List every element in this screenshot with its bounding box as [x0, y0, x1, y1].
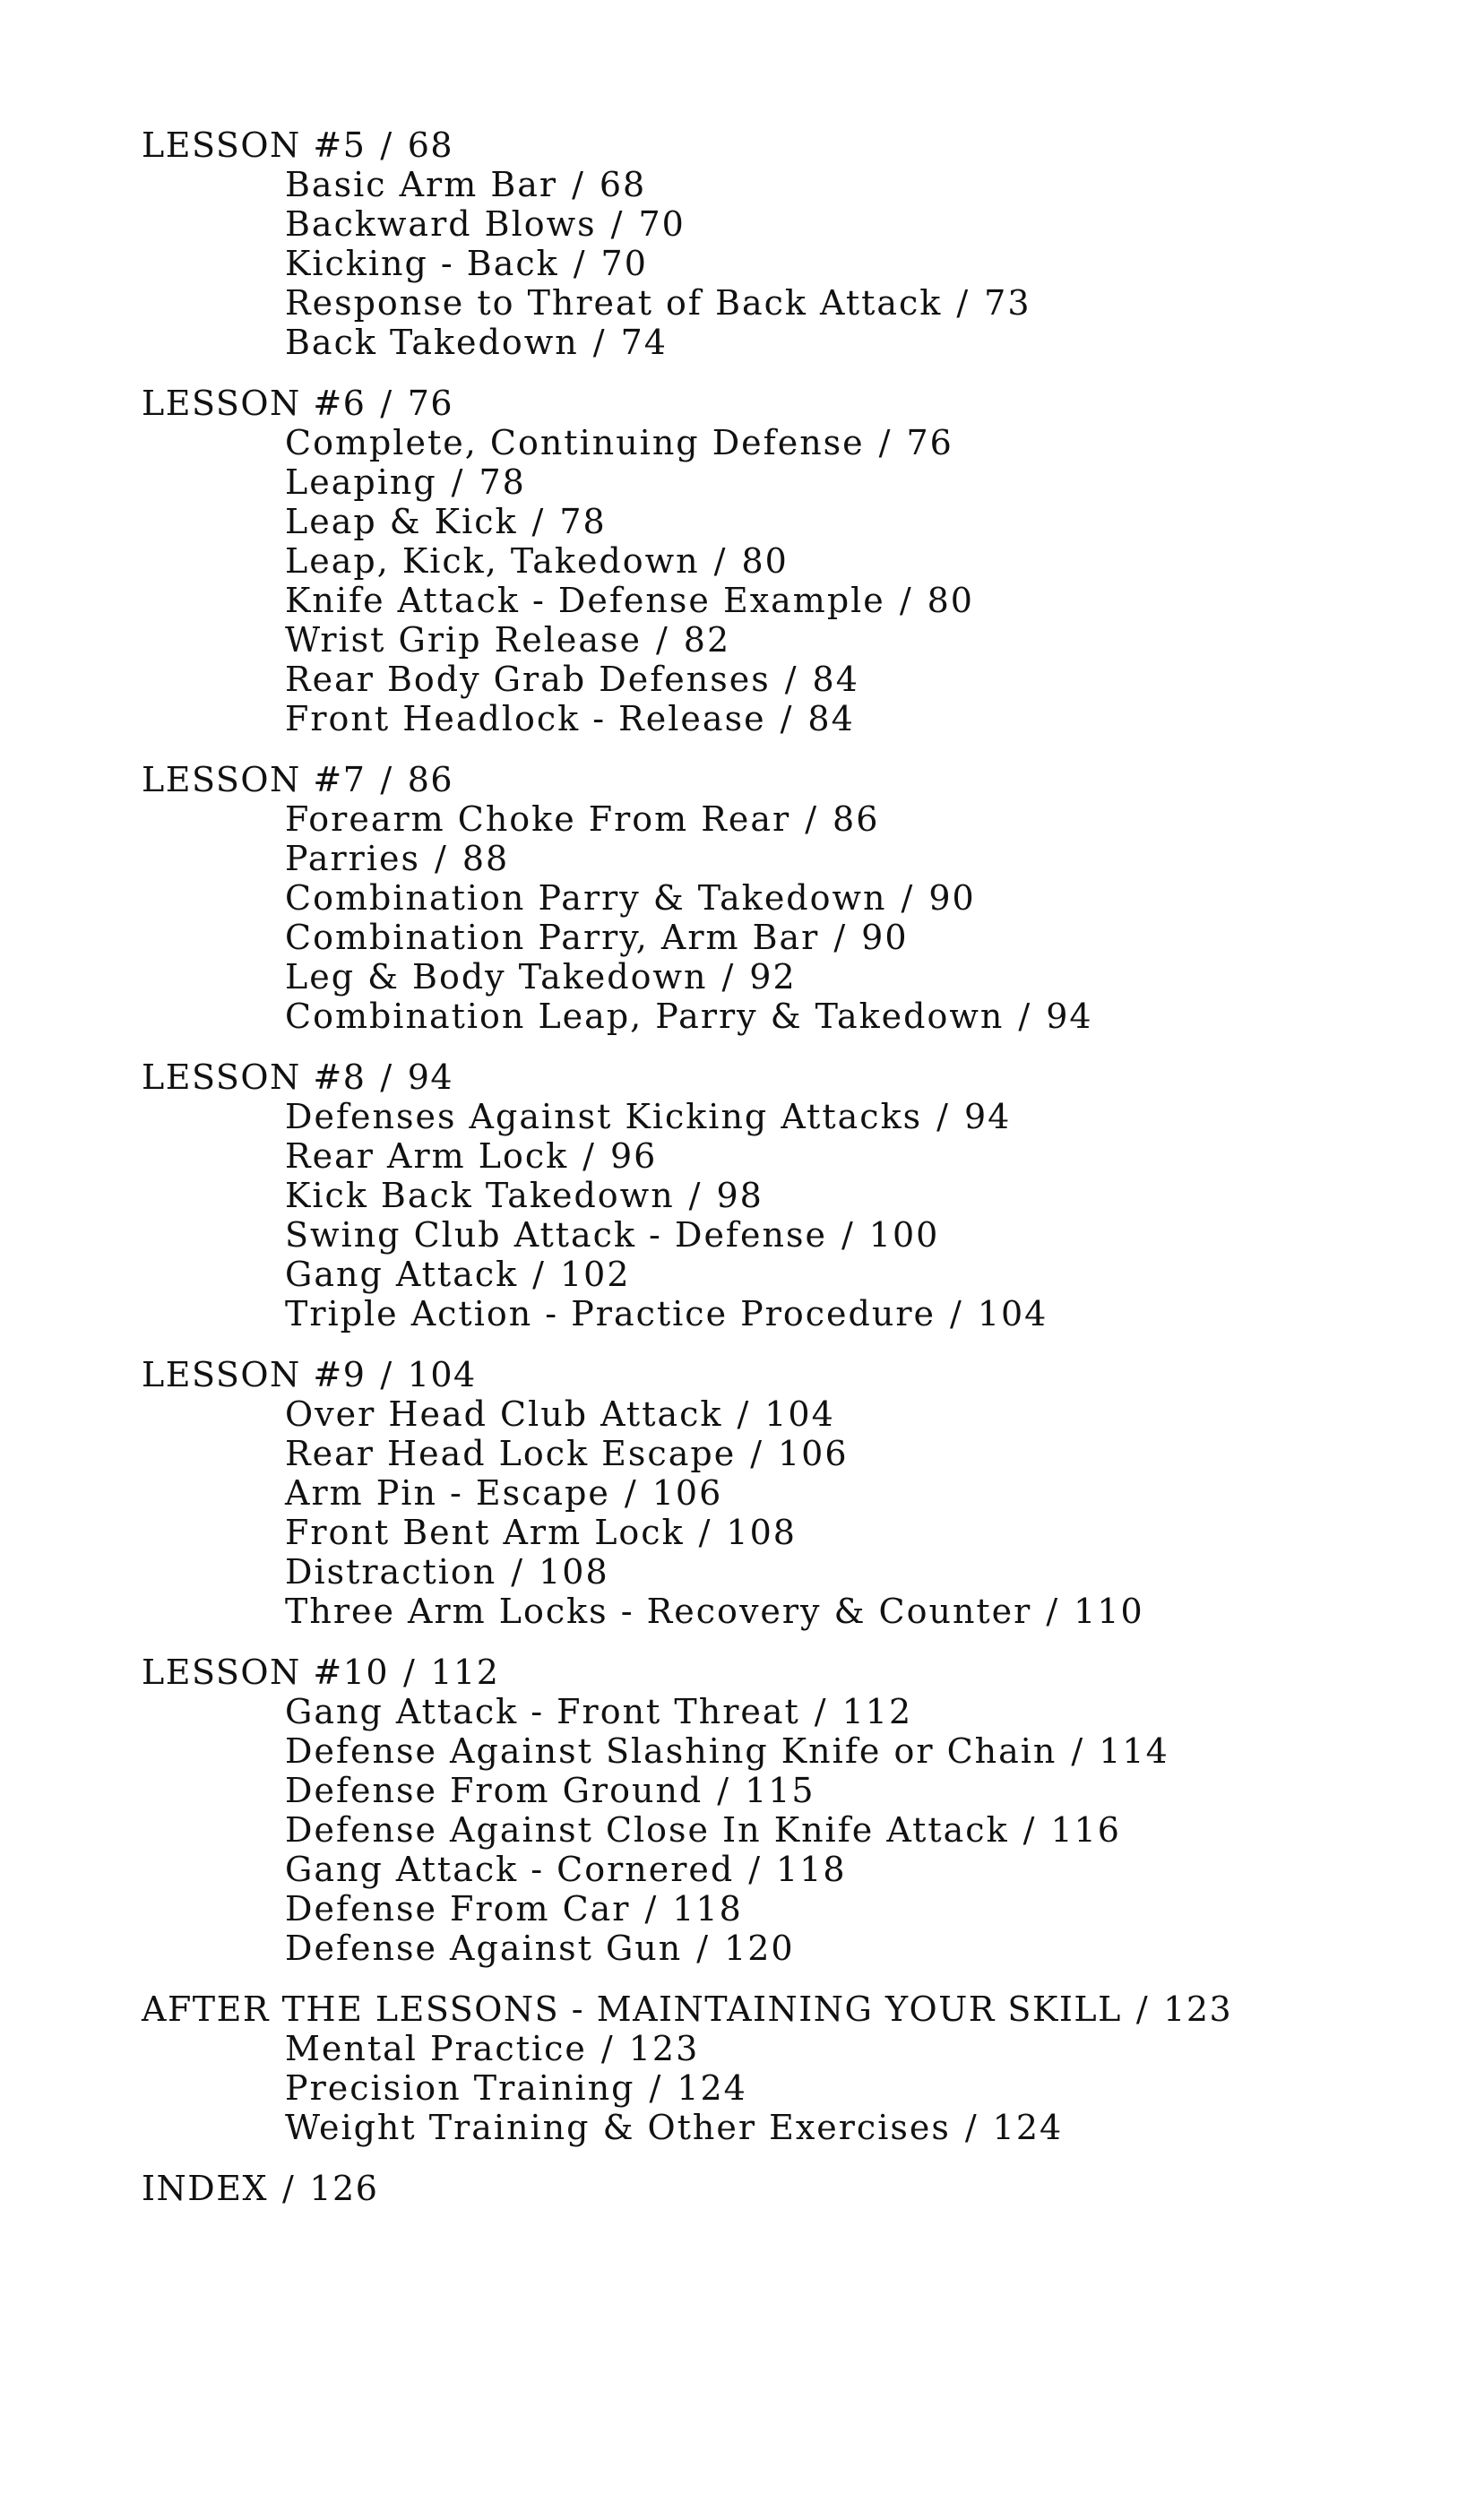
heading-title: AFTER THE LESSONS - MAINTAINING YOUR SKILL: [142, 1989, 1122, 2029]
separator: /: [610, 204, 625, 244]
toc-section-after-the-lessons: [142, 1989, 1432, 2147]
separator: /: [1022, 1810, 1037, 1850]
separator: /: [805, 799, 819, 839]
toc-entry: [142, 997, 1432, 1036]
heading-title: LESSON #10: [142, 1653, 390, 1692]
entry-page-number: 106: [778, 1434, 849, 1473]
toc-section-heading: [142, 760, 1432, 799]
toc-entry: [142, 1850, 1432, 1889]
entry-title: Front Bent Arm Lock: [285, 1513, 685, 1552]
toc-entry: [142, 2068, 1432, 2108]
entry-page-number: 80: [927, 581, 974, 620]
toc-entry: [142, 1592, 1432, 1631]
heading-page-number: 94: [407, 1057, 454, 1097]
separator: /: [380, 760, 393, 799]
entry-page-number: 124: [677, 2068, 747, 2108]
separator: /: [511, 1552, 525, 1592]
entry-page-number: 102: [559, 1255, 631, 1294]
toc-entry: [142, 423, 1432, 462]
toc-entry: [142, 2029, 1432, 2068]
separator: /: [1046, 1592, 1060, 1631]
separator: /: [717, 1771, 731, 1810]
toc-entry: [142, 283, 1432, 323]
separator: /: [833, 918, 848, 957]
separator: /: [901, 878, 915, 918]
entry-page-number: 98: [716, 1176, 764, 1215]
toc-entry: [142, 957, 1432, 997]
entry-page-number: 80: [741, 541, 789, 581]
toc-entry: [142, 1136, 1432, 1176]
entry-title: Knife Attack - Defense Example: [285, 581, 885, 620]
toc-section-heading: [142, 1989, 1432, 2029]
separator: /: [780, 699, 794, 738]
toc-entry: [142, 799, 1432, 839]
toc-entry: [142, 1513, 1432, 1552]
entry-title: Kick Back Takedown: [285, 1176, 675, 1215]
separator: /: [750, 1434, 764, 1473]
separator: /: [624, 1473, 638, 1513]
toc-entry: [142, 1889, 1432, 1929]
entry-title: Kicking - Back: [285, 244, 559, 283]
heading-title: LESSON #7: [142, 760, 367, 799]
toc-entry: [142, 502, 1432, 541]
entry-page-number: 82: [683, 620, 731, 660]
heading-page-number: 123: [1163, 1989, 1233, 2029]
separator: /: [380, 1355, 393, 1394]
entry-title: Gang Attack - Front Threat: [285, 1692, 800, 1731]
heading-page-number: 68: [407, 125, 454, 165]
entry-title: Weight Training & Other Exercises: [285, 2108, 951, 2147]
separator: /: [950, 1294, 963, 1333]
toc-entry: [142, 1731, 1432, 1771]
entry-page-number: 94: [963, 1097, 1012, 1136]
separator: /: [644, 1889, 659, 1929]
entry-title: Defense Against Gun: [285, 1929, 683, 1968]
toc-entry: [142, 1215, 1432, 1255]
entry-page-number: 114: [1099, 1731, 1169, 1771]
separator: /: [655, 620, 669, 660]
toc-section-lesson-6: [142, 384, 1432, 738]
entry-page-number: 96: [609, 1136, 658, 1176]
entry-page-number: 74: [620, 323, 668, 362]
toc-entry: [142, 541, 1432, 581]
separator: /: [592, 323, 607, 362]
toc-entry: [142, 1692, 1432, 1731]
entry-title: Gang Attack - Cornered: [285, 1850, 735, 1889]
table-of-contents: [142, 125, 1432, 2230]
entry-page-number: 112: [841, 1692, 913, 1731]
toc-entry: [142, 462, 1432, 502]
toc-entry: [142, 660, 1432, 699]
separator: /: [532, 1255, 546, 1294]
entry-title: Leaping: [285, 462, 437, 502]
toc-section-lesson-9: [142, 1355, 1432, 1631]
entry-title: Complete, Continuing Defense: [285, 423, 865, 462]
separator: /: [380, 1057, 393, 1097]
entry-title: Rear Arm Lock: [285, 1136, 569, 1176]
entry-page-number: 108: [726, 1513, 797, 1552]
entry-title: Back Takedown: [285, 323, 579, 362]
entry-page-number: 123: [628, 2029, 700, 2068]
entry-page-number: 115: [745, 1771, 815, 1810]
entry-title: Precision Training: [285, 2068, 635, 2108]
entry-title: Rear Head Lock Escape: [285, 1434, 737, 1473]
toc-section-index: [142, 2169, 1432, 2208]
separator: /: [380, 125, 393, 165]
entry-title: Combination Parry & Takedown: [285, 878, 887, 918]
entry-page-number: 86: [833, 799, 880, 839]
toc-entry: [142, 1097, 1432, 1136]
separator: /: [531, 502, 546, 541]
entry-title: Distraction: [285, 1552, 497, 1592]
entry-title: Arm Pin - Escape: [285, 1473, 610, 1513]
toc-entry: [142, 620, 1432, 660]
entry-title: Leap & Kick: [285, 502, 518, 541]
entry-title: Backward Blows: [285, 204, 597, 244]
separator: /: [878, 423, 893, 462]
entry-page-number: 68: [599, 165, 647, 204]
separator: /: [573, 244, 587, 283]
toc-section-lesson-5: [142, 125, 1432, 362]
entry-page-number: 94: [1046, 997, 1093, 1036]
heading-page-number: 126: [309, 2169, 379, 2208]
entry-page-number: 90: [928, 878, 976, 918]
entry-title: Three Arm Locks - Recovery & Counter: [285, 1592, 1032, 1631]
toc-entry: [142, 165, 1432, 204]
entry-title: Defense From Ground: [285, 1771, 703, 1810]
entry-page-number: 78: [559, 502, 607, 541]
separator: /: [721, 957, 736, 997]
separator: /: [814, 1692, 828, 1731]
entry-title: Parries: [285, 839, 420, 878]
entry-title: Triple Action - Practice Procedure: [285, 1294, 936, 1333]
entry-page-number: 104: [764, 1394, 835, 1434]
toc-section-heading: [142, 1653, 1432, 1692]
separator: /: [380, 384, 393, 423]
heading-title: INDEX: [142, 2169, 269, 2208]
entry-page-number: 90: [861, 918, 909, 957]
entry-page-number: 116: [1050, 1810, 1121, 1850]
separator: /: [899, 581, 913, 620]
separator: /: [698, 1513, 712, 1552]
entry-title: Mental Practice: [285, 2029, 587, 2068]
entry-page-number: 100: [868, 1215, 940, 1255]
entry-title: Defense Against Slashing Knife or Chain: [285, 1731, 1057, 1771]
entry-page-number: 84: [812, 660, 859, 699]
toc-entry: [142, 918, 1432, 957]
entry-title: Response to Threat of Back Attack: [285, 283, 943, 323]
entry-page-number: 78: [479, 462, 526, 502]
entry-title: Leap, Kick, Takedown: [285, 541, 700, 581]
entry-page-number: 88: [462, 839, 510, 878]
entry-title: Defense From Car: [285, 1889, 631, 1929]
entry-page-number: 106: [651, 1473, 723, 1513]
separator: /: [737, 1394, 751, 1434]
entry-page-number: 92: [749, 957, 797, 997]
heading-page-number: 86: [407, 760, 454, 799]
heading-title: LESSON #9: [142, 1355, 367, 1394]
toc-entry: [142, 1255, 1432, 1294]
separator: /: [1135, 1989, 1150, 2029]
toc-entry: [142, 581, 1432, 620]
entry-title: Combination Parry, Arm Bar: [285, 918, 820, 957]
toc-section-heading: [142, 1355, 1432, 1394]
separator: /: [451, 462, 465, 502]
toc-entry: [142, 323, 1432, 362]
separator: /: [784, 660, 798, 699]
separator: /: [649, 2068, 663, 2108]
entry-page-number: 70: [638, 204, 686, 244]
separator: /: [582, 1136, 596, 1176]
toc-entry: [142, 839, 1432, 878]
entry-title: Swing Club Attack - Defense: [285, 1215, 827, 1255]
toc-section-heading: [142, 384, 1432, 423]
toc-entry: [142, 1434, 1432, 1473]
toc-entry: [142, 1552, 1432, 1592]
toc-section-lesson-10: [142, 1653, 1432, 1968]
heading-title: LESSON #5: [142, 125, 367, 165]
toc-entry: [142, 1294, 1432, 1333]
separator: /: [964, 2108, 979, 2147]
separator: /: [841, 1215, 855, 1255]
entry-page-number: 104: [977, 1294, 1048, 1333]
entry-title: Defenses Against Kicking Attacks: [285, 1097, 923, 1136]
separator: /: [435, 839, 448, 878]
entry-title: Forearm Choke From Rear: [285, 799, 791, 839]
separator: /: [403, 1653, 417, 1692]
entry-page-number: 73: [984, 283, 1031, 323]
entry-title: Leg & Body Takedown: [285, 957, 708, 997]
separator: /: [572, 165, 585, 204]
toc-section-heading: [142, 2169, 1432, 2208]
entry-title: Basic Arm Bar: [285, 165, 558, 204]
toc-section-heading: [142, 125, 1432, 165]
toc-entry: [142, 699, 1432, 738]
entry-title: Defense Against Close In Knife Attack: [285, 1810, 1009, 1850]
toc-entry: [142, 1771, 1432, 1810]
separator: /: [1018, 997, 1032, 1036]
separator: /: [936, 1097, 950, 1136]
entry-title: Gang Attack: [285, 1255, 519, 1294]
toc-entry: [142, 244, 1432, 283]
separator: /: [600, 2029, 615, 2068]
heading-page-number: 104: [407, 1355, 477, 1394]
entry-title: Rear Body Grab Defenses: [285, 660, 771, 699]
entry-page-number: 110: [1074, 1592, 1144, 1631]
heading-page-number: 76: [407, 384, 454, 423]
toc-entry: [142, 2108, 1432, 2147]
separator: /: [748, 1850, 763, 1889]
entry-page-number: 118: [776, 1850, 847, 1889]
separator: /: [696, 1929, 711, 1968]
entry-page-number: 84: [807, 699, 855, 738]
toc-entry: [142, 1810, 1432, 1850]
separator: /: [688, 1176, 703, 1215]
heading-title: LESSON #8: [142, 1057, 367, 1097]
entry-title: Wrist Grip Release: [285, 620, 642, 660]
toc-entry: [142, 204, 1432, 244]
toc-section-lesson-7: [142, 760, 1432, 1036]
toc-entry: [142, 1394, 1432, 1434]
heading-page-number: 112: [430, 1653, 500, 1692]
entry-title: Over Head Club Attack: [285, 1394, 723, 1434]
toc-section-lesson-8: [142, 1057, 1432, 1333]
toc-entry: [142, 878, 1432, 918]
separator: /: [713, 541, 728, 581]
entry-page-number: 108: [539, 1552, 609, 1592]
separator: /: [956, 283, 971, 323]
toc-entry: [142, 1176, 1432, 1215]
toc-section-heading: [142, 1057, 1432, 1097]
separator: /: [282, 2169, 296, 2208]
entry-page-number: 124: [992, 2108, 1064, 2147]
entry-page-number: 76: [906, 423, 953, 462]
entry-title: Front Headlock - Release: [285, 699, 766, 738]
toc-entry: [142, 1929, 1432, 1968]
toc-entry: [142, 1473, 1432, 1513]
entry-title: Combination Leap, Parry & Takedown: [285, 997, 1005, 1036]
entry-page-number: 70: [600, 244, 648, 283]
separator: /: [1071, 1731, 1085, 1771]
entry-page-number: 120: [724, 1929, 795, 1968]
entry-page-number: 118: [672, 1889, 743, 1929]
heading-title: LESSON #6: [142, 384, 367, 423]
